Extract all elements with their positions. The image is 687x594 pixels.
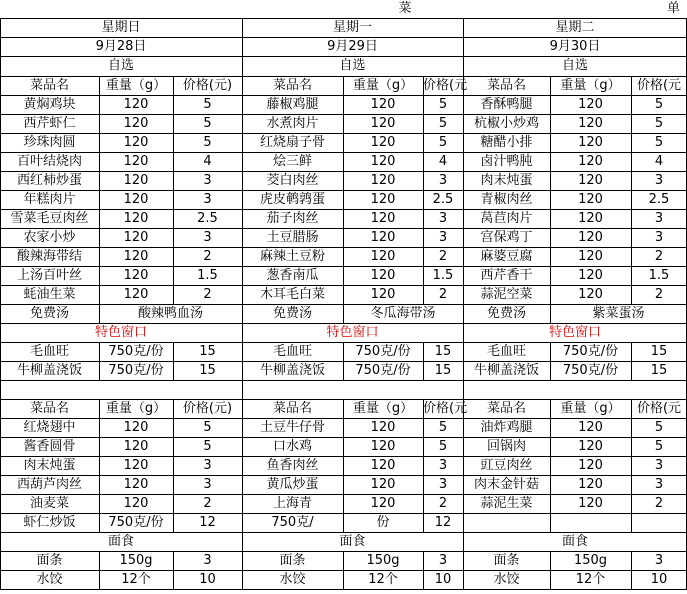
day1-dish2-name: 上海青 <box>272 496 312 511</box>
day1-dish-name: 虎皮鹌鹑蛋 <box>259 192 325 207</box>
day2-special-window-title: 特色窗口 <box>548 325 601 340</box>
day2-dish2-weight: 120 <box>578 496 603 511</box>
day1-day-name: 星期一 <box>332 20 372 35</box>
day1-noodle-title: 面食 <box>339 534 366 549</box>
day1-special-window-title: 特色窗口 <box>326 325 379 340</box>
grid-line <box>0 18 1 589</box>
day0-dish2-price: 2 <box>203 496 212 511</box>
day0-special-price: 15 <box>199 344 216 359</box>
day0-dish2-weight: 120 <box>123 477 149 492</box>
day1-noodle-weight: 12个 <box>368 572 398 587</box>
day2-dish2-name: 回锅肉 <box>486 439 526 454</box>
day1-dish2-name: 750克/ <box>271 515 314 530</box>
grid-line <box>550 399 551 532</box>
day0-col-header: 重量（g） <box>105 78 167 93</box>
day1-col-header: 重量（g） <box>352 78 414 93</box>
day2-dish2-price: 2 <box>654 496 664 511</box>
day1-dish-name: 木耳毛白菜 <box>259 287 325 302</box>
day2-free-soup-label: 免费汤 <box>486 306 526 321</box>
day0-noodle-name: 水饺 <box>36 572 63 587</box>
day0-dish-weight: 120 <box>123 135 149 150</box>
day1-dish-weight: 120 <box>370 97 396 112</box>
grid-line <box>631 76 632 304</box>
day0-special-name: 牛柳盖浇饭 <box>16 363 82 378</box>
day1-dish-price: 3 <box>438 230 448 245</box>
day0-dish-weight: 120 <box>123 268 149 283</box>
grid-line <box>631 342 632 380</box>
day2-dish-weight: 120 <box>578 173 603 188</box>
day0-dish-price: 1.5 <box>197 268 218 283</box>
day0-special-weight: 750克/份 <box>108 363 164 378</box>
day0-dish-weight: 120 <box>123 211 149 226</box>
day2-col-header-2: 重量（g） <box>560 401 621 416</box>
day1-dish-weight: 120 <box>370 116 396 131</box>
day1-dish-name: 土豆腊肠 <box>266 230 319 245</box>
day2-dish2-name: 肉末金针菇 <box>473 477 539 492</box>
grid-line <box>550 551 551 589</box>
day1-dish2-name: 土豆牛仔骨 <box>259 420 325 435</box>
day0-dish2-weight: 120 <box>123 439 149 454</box>
day0-date: 9月28日 <box>95 39 147 54</box>
day2-noodle-price: 3 <box>654 553 664 568</box>
day2-dish2-price: 3 <box>654 458 664 473</box>
day0-dish2-price: 5 <box>203 420 212 435</box>
day2-dish-weight: 120 <box>578 97 603 112</box>
day0-dish-price: 5 <box>203 97 212 112</box>
day1-dish-price: 3 <box>438 173 448 188</box>
day0-dish-name: 西红柿炒蛋 <box>16 173 82 188</box>
day2-dish-weight: 120 <box>578 135 603 150</box>
day1-dish-weight: 120 <box>370 135 396 150</box>
day1-dish-price: 3 <box>438 211 448 226</box>
day1-special-name: 毛血旺 <box>272 344 312 359</box>
day0-dish-price: 3 <box>203 192 212 207</box>
day1-dish2-weight: 120 <box>370 439 396 454</box>
day2-dish-price: 2 <box>654 287 664 302</box>
grid-line <box>343 399 344 532</box>
day1-dish-weight: 120 <box>370 268 396 283</box>
day0-dish-price: 3 <box>203 173 212 188</box>
day2-self-select-label: 自选 <box>561 58 588 73</box>
day2-dish2-name: 豇豆肉丝 <box>480 458 533 473</box>
day2-dish-name: 杭椒小炒鸡 <box>473 116 539 131</box>
day1-dish-name: 葱香南瓜 <box>266 268 319 283</box>
day1-dish-name: 麻辣土豆粉 <box>259 249 325 264</box>
grid-line <box>99 399 100 532</box>
grid-line <box>550 342 551 380</box>
day2-dish-price: 3 <box>654 230 664 245</box>
day1-dish-price: 2.5 <box>432 192 454 207</box>
day1-dish-name: 茭白肉丝 <box>266 173 319 188</box>
day0-day-name: 星期日 <box>101 20 141 35</box>
grid-line <box>242 18 243 589</box>
day2-special-weight: 750克/份 <box>562 344 619 359</box>
day2-dish2-name: 油炸鸡腿 <box>480 420 533 435</box>
day2-dish-price: 2 <box>654 249 664 264</box>
day0-free-soup: 酸辣鸭血汤 <box>137 306 203 321</box>
day2-dish-weight: 120 <box>578 230 603 245</box>
day1-dish-weight: 120 <box>370 192 396 207</box>
day0-dish2-name: 红烧翅中 <box>23 420 76 435</box>
day1-col-header-2: 重量（g） <box>352 401 414 416</box>
day2-col-header: 菜品名 <box>486 78 526 93</box>
day0-col-header-2: 价格(元) <box>182 401 233 416</box>
day2-dish-name: 糖醋小排 <box>480 135 533 150</box>
day0-dish-weight: 120 <box>123 287 149 302</box>
menu-title-char-right: 单 <box>666 1 680 16</box>
day1-col-header-2: 价格(元 <box>423 401 468 416</box>
day1-dish-price: 5 <box>438 97 448 112</box>
grid-line <box>423 76 424 304</box>
day1-free-soup: 冬瓜海带汤 <box>370 306 436 321</box>
day1-noodle-name: 面条 <box>279 553 306 568</box>
day1-dish2-weight: 120 <box>370 420 396 435</box>
day1-dish2-weight: 120 <box>370 477 396 492</box>
day0-noodle-weight: 150g <box>119 553 153 568</box>
grid-line <box>631 399 632 532</box>
day1-noodle-price: 3 <box>438 553 448 568</box>
day0-dish-price: 2.5 <box>197 211 218 226</box>
grid-line <box>423 342 424 380</box>
day2-dish-weight: 120 <box>578 268 603 283</box>
day2-dish2-weight: 120 <box>578 477 603 492</box>
day0-dish-price: 2 <box>203 287 212 302</box>
day1-dish2-price: 2 <box>438 496 448 511</box>
day2-noodle-title: 面食 <box>561 534 588 549</box>
menu-title-char-left: 菜 <box>398 1 412 16</box>
day0-dish2-weight: 120 <box>123 496 149 511</box>
day0-dish-name: 年糕肉片 <box>23 192 76 207</box>
day0-dish2-weight: 750克/份 <box>108 515 164 530</box>
day2-dish-name: 肉末炖蛋 <box>480 173 533 188</box>
day0-special-name: 毛血旺 <box>29 344 69 359</box>
day0-dish-price: 3 <box>203 230 212 245</box>
day1-dish-price: 4 <box>438 154 448 169</box>
day2-dish-name: 麻婆豆腐 <box>480 249 533 264</box>
day2-dish-name: 卤汁鸭肫 <box>480 154 533 169</box>
day1-dish-weight: 120 <box>370 287 396 302</box>
day2-dish-price: 2.5 <box>648 192 670 207</box>
day0-dish-price: 5 <box>203 135 212 150</box>
day2-dish-price: 5 <box>654 97 664 112</box>
day2-dish-name: 香酥鸭腿 <box>480 97 533 112</box>
day1-dish2-name: 口水鸡 <box>272 439 312 454</box>
day0-dish-name: 上汤百叶丝 <box>16 268 82 283</box>
day2-noodle-weight: 12个 <box>575 572 606 587</box>
day0-dish-weight: 120 <box>123 173 149 188</box>
day0-col-header-2: 菜品名 <box>29 401 69 416</box>
day0-dish2-price: 3 <box>203 458 212 473</box>
day1-dish2-name: 鱼香肉丝 <box>266 458 319 473</box>
day2-dish-name: 莴苣肉片 <box>480 211 533 226</box>
day2-special-price: 15 <box>650 344 668 359</box>
grid-line <box>173 551 174 589</box>
grid-line <box>99 551 100 589</box>
day0-dish-weight: 120 <box>123 192 149 207</box>
day2-free-soup: 紫菜蛋汤 <box>592 306 645 321</box>
day1-special-name: 牛柳盖浇饭 <box>259 363 325 378</box>
day2-dish-price: 3 <box>654 211 664 226</box>
day1-noodle-weight: 150g <box>366 553 400 568</box>
grid-line <box>99 76 100 304</box>
day1-dish-price: 5 <box>438 135 448 150</box>
grid-line <box>0 589 687 590</box>
day2-dish-weight: 120 <box>578 211 603 226</box>
day1-date: 9月29日 <box>327 39 378 54</box>
day0-noodle-weight: 12个 <box>121 572 151 587</box>
day0-dish-price: 2 <box>203 249 212 264</box>
day2-dish-price: 3 <box>654 173 664 188</box>
day2-noodle-name: 面条 <box>493 553 520 568</box>
grid-line <box>343 76 344 304</box>
day0-special-price: 15 <box>199 363 216 378</box>
grid-line <box>173 399 174 532</box>
day1-dish-weight: 120 <box>370 249 396 264</box>
day0-dish-name: 西芹虾仁 <box>23 116 76 131</box>
grid-line <box>463 18 464 589</box>
day2-noodle-weight: 150g <box>573 553 608 568</box>
grid-line <box>99 304 100 323</box>
day0-col-header: 菜品名 <box>29 78 69 93</box>
day1-dish2-price: 3 <box>438 458 448 473</box>
day1-dish2-price: 3 <box>438 477 448 492</box>
day1-self-select-label: 自选 <box>339 58 366 73</box>
day1-dish-price: 1.5 <box>432 268 454 283</box>
day1-dish-name: 藤椒鸡腿 <box>266 97 319 112</box>
grid-line <box>550 76 551 304</box>
day0-dish-weight: 120 <box>123 230 149 245</box>
day2-col-header: 价格(元 <box>636 78 682 93</box>
day0-dish2-name: 肉末炖蛋 <box>23 458 76 473</box>
day1-dish2-price: 5 <box>438 439 448 454</box>
day0-noodle-title: 面食 <box>107 534 134 549</box>
day1-dish-name: 烩三鲜 <box>272 154 312 169</box>
day2-special-name: 牛柳盖浇饭 <box>473 363 539 378</box>
day0-dish-name: 酸辣海带结 <box>16 249 82 264</box>
day2-date: 9月30日 <box>549 39 601 54</box>
day2-dish2-weight: 120 <box>578 420 603 435</box>
day1-dish2-weight: 120 <box>370 496 396 511</box>
day2-dish2-weight: 120 <box>578 458 603 473</box>
day0-dish-weight: 120 <box>123 154 149 169</box>
day0-noodle-price: 10 <box>199 572 216 587</box>
day1-free-soup-label: 免费汤 <box>272 306 312 321</box>
day0-dish-weight: 120 <box>123 249 149 264</box>
day2-dish2-price: 3 <box>654 477 664 492</box>
day0-noodle-price: 3 <box>203 553 212 568</box>
grid-line <box>550 304 551 323</box>
day2-dish-price: 5 <box>654 116 664 131</box>
day0-dish-name: 雪菜毛豆肉丝 <box>10 211 89 226</box>
day1-col-header-2: 菜品名 <box>272 401 312 416</box>
day2-dish-weight: 120 <box>578 249 603 264</box>
day1-dish2-price: 12 <box>434 515 452 530</box>
day2-dish-name: 青椒肉丝 <box>480 192 533 207</box>
day2-dish-weight: 120 <box>578 192 603 207</box>
day0-dish2-name: 酱香圆骨 <box>23 439 76 454</box>
day0-self-select-label: 自选 <box>107 58 134 73</box>
grid-line <box>173 76 174 304</box>
day2-col-header: 重量（g） <box>560 78 621 93</box>
day2-day-name: 星期二 <box>555 20 595 35</box>
day1-dish-weight: 120 <box>370 173 396 188</box>
day1-special-price: 15 <box>434 344 452 359</box>
day1-special-weight: 750克/份 <box>355 344 411 359</box>
grid-line <box>0 380 687 381</box>
day2-special-weight: 750克/份 <box>562 363 619 378</box>
day2-special-price: 15 <box>650 363 668 378</box>
day0-dish-name: 黄焖鸡块 <box>23 97 76 112</box>
day1-dish2-weight: 份 <box>376 515 390 530</box>
day0-dish-name: 珍珠肉圆 <box>23 135 76 150</box>
day1-dish-weight: 120 <box>370 154 396 169</box>
day0-free-soup-label: 免费汤 <box>29 306 69 321</box>
day2-dish2-price: 5 <box>654 420 664 435</box>
grid-line <box>631 551 632 589</box>
day0-col-header: 价格(元) <box>182 78 233 93</box>
day2-dish2-name: 蒜泥生菜 <box>480 496 533 511</box>
day1-dish2-weight: 120 <box>370 458 396 473</box>
day2-dish-price: 5 <box>654 135 664 150</box>
day0-noodle-name: 面条 <box>36 553 63 568</box>
day2-dish2-weight: 120 <box>578 439 603 454</box>
day2-col-header-2: 价格(元 <box>636 401 682 416</box>
day2-dish-name: 西芹香干 <box>480 268 533 283</box>
day1-special-weight: 750克/份 <box>355 363 411 378</box>
day1-special-price: 15 <box>434 363 452 378</box>
day2-dish-weight: 120 <box>578 116 603 131</box>
day1-dish-name: 水煮肉片 <box>266 116 319 131</box>
grid-line <box>343 551 344 589</box>
day1-noodle-name: 水饺 <box>279 572 306 587</box>
day0-dish-name: 蚝油生菜 <box>23 287 76 302</box>
day0-dish2-name: 西葫芦肉丝 <box>16 477 82 492</box>
day2-noodle-price: 10 <box>650 572 668 587</box>
day2-special-name: 毛血旺 <box>486 344 526 359</box>
day0-dish2-weight: 120 <box>123 420 149 435</box>
day0-col-header-2: 重量（g） <box>105 401 167 416</box>
day0-dish-name: 农家小炒 <box>23 230 76 245</box>
day2-col-header-2: 菜品名 <box>486 401 526 416</box>
day0-dish-weight: 120 <box>123 97 149 112</box>
grid-line <box>343 304 344 323</box>
day0-dish2-price: 5 <box>203 439 212 454</box>
day0-dish-weight: 120 <box>123 116 149 131</box>
day1-dish2-price: 5 <box>438 420 448 435</box>
day2-noodle-name: 水饺 <box>493 572 520 587</box>
day0-dish2-name: 虾仁炒饭 <box>23 515 76 530</box>
day0-dish-name: 百叶结烧肉 <box>16 154 82 169</box>
day1-dish-price: 2 <box>438 287 448 302</box>
day1-dish-weight: 120 <box>370 211 396 226</box>
day2-dish-weight: 120 <box>578 287 603 302</box>
day2-dish-price: 1.5 <box>648 268 670 283</box>
day0-dish2-price: 3 <box>203 477 212 492</box>
day0-dish2-price: 12 <box>199 515 216 530</box>
day1-noodle-price: 10 <box>434 572 452 587</box>
day0-dish2-weight: 120 <box>123 458 149 473</box>
day1-col-header: 菜品名 <box>272 78 312 93</box>
grid-line <box>173 342 174 380</box>
grid-line <box>423 551 424 589</box>
day2-dish-price: 4 <box>654 154 664 169</box>
grid-line <box>423 399 424 532</box>
day0-dish2-name: 油麦菜 <box>29 496 69 511</box>
day1-dish2-name: 黄瓜炒蛋 <box>266 477 319 492</box>
day1-dish-weight: 120 <box>370 230 396 245</box>
day0-special-window-title: 特色窗口 <box>94 325 147 340</box>
day1-col-header: 价格(元 <box>423 78 468 93</box>
day1-dish-name: 红烧扇子骨 <box>259 135 325 150</box>
day1-dish-price: 2 <box>438 249 448 264</box>
grid-line <box>99 342 100 380</box>
day0-dish-price: 5 <box>203 116 212 131</box>
day2-dish2-price: 5 <box>654 439 664 454</box>
day1-dish-price: 5 <box>438 116 448 131</box>
day2-dish-name: 蒜泥空菜 <box>480 287 533 302</box>
grid-line <box>343 342 344 380</box>
day0-dish-price: 4 <box>203 154 212 169</box>
day0-special-weight: 750克/份 <box>108 344 164 359</box>
day2-dish-name: 宫保鸡丁 <box>480 230 533 245</box>
day1-dish-name: 茄子肉丝 <box>266 211 319 226</box>
day2-dish-weight: 120 <box>578 154 603 169</box>
